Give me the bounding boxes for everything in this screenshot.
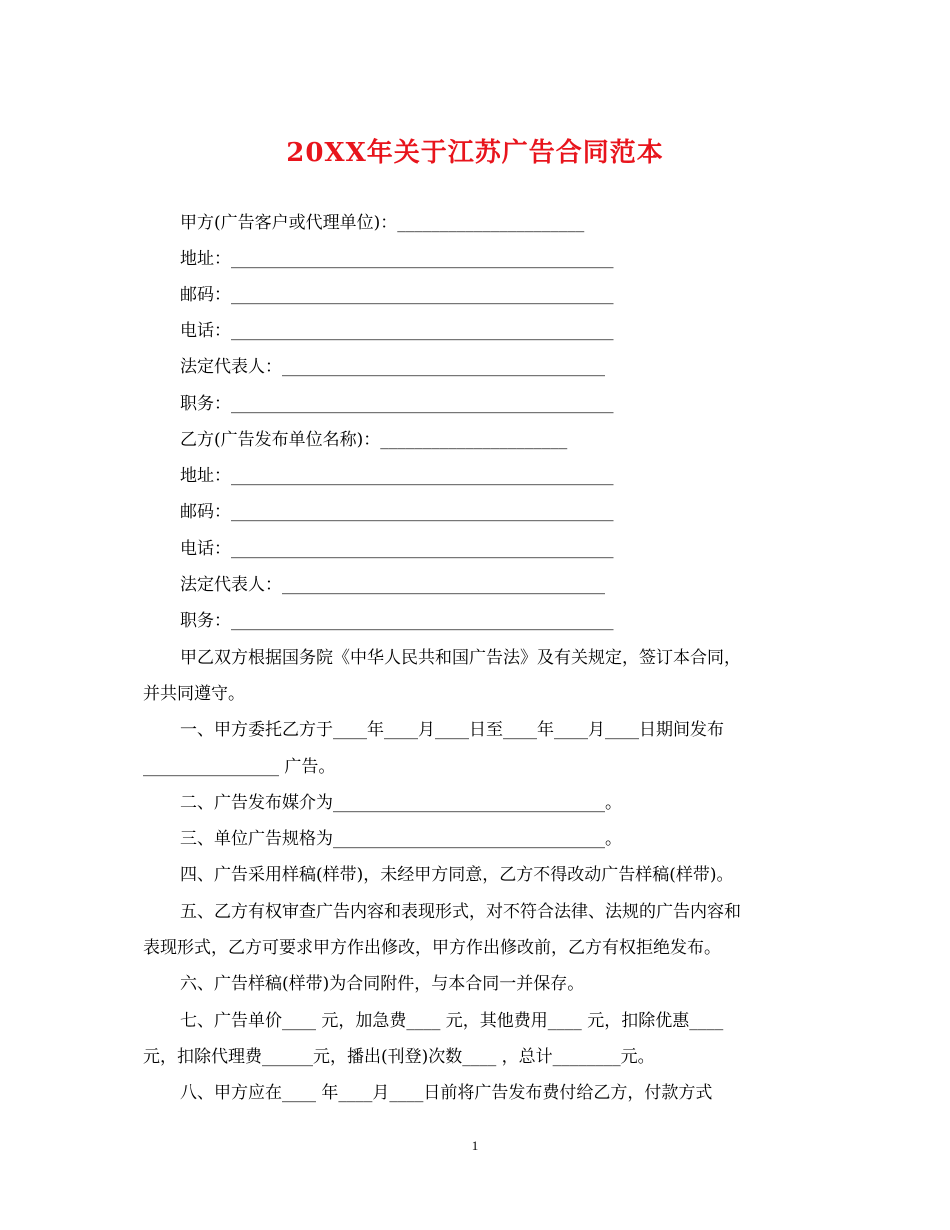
party-a-position-blank: _____________________________________________	[231, 394, 614, 414]
page-number: 1	[471, 1138, 479, 1153]
party-a-position-label: 职务：	[180, 394, 231, 414]
document-title: 20XX年关于江苏广告合同范本	[286, 138, 664, 168]
party-a-name-line	[180, 211, 584, 235]
intro-line-1: 甲乙双方根据国务院《中华人民共和国广告法》及有关规定，签订本合同，	[180, 648, 741, 668]
clause-3: 三、单位广告规格为________________________________。	[180, 829, 622, 849]
party-a-name-blank: ______________________	[397, 213, 585, 233]
clause-2: 二、广告发布媒介为________________________________。	[180, 793, 622, 813]
clause-7-line-1: 七、广告单价____ 元，加急费____ 元，其他费用____ 元，扣除优惠____	[180, 1011, 724, 1031]
party-a-postcode-line	[180, 283, 614, 307]
party-a-postcode-blank: _____________________________________________	[231, 285, 614, 305]
clause-1-line-2: ________________ 广告。	[143, 757, 336, 777]
clause-5-line-1: 五、乙方有权审查广告内容和表现形式，对不符合法律、法规的广告内容和	[180, 902, 741, 922]
party-b-postcode-line	[180, 500, 614, 524]
party-b-phone-label: 电话：	[180, 539, 231, 559]
party-a-name-label: 甲方(广告客户或代理单位)：	[180, 213, 398, 233]
party-a-phone-line	[180, 319, 614, 343]
clause-4: 四、广告采用样稿(样带)，未经甲方同意，乙方不得改动广告样稿(样带)。	[180, 865, 734, 885]
clause-1-line-1: 一、甲方委托乙方于____年____月____日至____年____月____日期间发布	[180, 720, 724, 740]
party-b-name-line	[180, 428, 567, 452]
party-b-position-label: 职务：	[180, 611, 231, 631]
party-b-address-line	[180, 464, 614, 488]
clause-5-line-2: 表现形式，乙方可要求甲方作出修改，甲方作出修改前，乙方有权拒绝发布。	[143, 938, 721, 958]
party-a-address-blank: _____________________________________________	[231, 249, 614, 269]
party-a-address-label: 地址：	[180, 249, 231, 269]
party-a-phone-blank: _____________________________________________	[231, 321, 614, 341]
party-a-phone-label: 电话：	[180, 321, 231, 341]
party-a-position-line	[180, 392, 614, 416]
party-b-rep-line	[180, 573, 605, 597]
party-a-postcode-label: 邮码：	[180, 285, 231, 305]
party-a-rep-blank: ______________________________________	[282, 357, 605, 377]
party-a-rep-label: 法定代表人：	[180, 357, 282, 377]
clause-6: 六、广告样稿(样带)为合同附件，与本合同一并保存。	[180, 974, 585, 994]
party-a-rep-line	[180, 355, 605, 379]
party-b-phone-line	[180, 537, 614, 561]
intro-line-2: 并共同遵守。	[143, 684, 245, 704]
party-b-name-blank: ______________________	[380, 430, 568, 450]
clause-8-line-1: 八、甲方应在____ 年____月____日前将广告发布费付给乙方，付款方式	[180, 1083, 713, 1103]
party-b-position-blank: _____________________________________________	[231, 611, 614, 631]
party-a-address-line	[180, 247, 614, 271]
clause-7-line-2: 元，扣除代理费______元，播出(刊登)次数____ ，总计________元。	[143, 1047, 655, 1067]
party-b-position-line	[180, 609, 614, 633]
party-b-address-label: 地址：	[180, 466, 231, 486]
party-b-address-blank: _____________________________________________	[231, 466, 614, 486]
party-b-rep-blank: ______________________________________	[282, 575, 605, 595]
party-b-postcode-label: 邮码：	[180, 502, 231, 522]
party-b-postcode-blank: _____________________________________________	[231, 502, 614, 522]
party-b-phone-blank: _____________________________________________	[231, 539, 614, 559]
party-b-name-label: 乙方(广告发布单位名称)：	[180, 430, 381, 450]
party-b-rep-label: 法定代表人：	[180, 575, 282, 595]
